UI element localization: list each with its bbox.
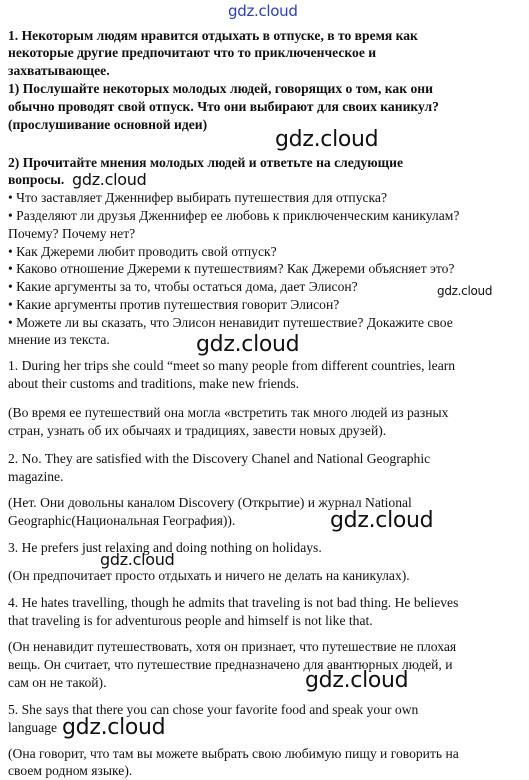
answer-line: 1. During her trips she could “meet so many people from different countries, learn — [8, 358, 456, 373]
question-line: Почему? Почему нет? — [8, 226, 136, 241]
watermark-8: gdz.cloud — [62, 715, 166, 740]
watermark-5: gdz.cloud — [330, 508, 434, 533]
answer-line: Geographic(Национальная География)). — [8, 513, 236, 528]
question-line: • Разделяют ли друзья Дженнифер ее любовь к приключенческим каникулам? — [8, 208, 460, 223]
task1-line-4: 1) Послушайте некоторых молодых людей, говорящих о том, как они — [8, 81, 433, 96]
watermark-top: gdz.cloud — [228, 2, 298, 20]
answer-line: стран, узнать об их обычаях и традициях, завести новых друзей). — [8, 423, 387, 438]
question-line: • Можете ли вы сказать, что Элисон ненавидит путешествие? Докажите свое — [8, 315, 453, 330]
task1-line-5: обычно проводят свой отпуск. Что они выбирают для своих каникул? — [8, 99, 439, 114]
answer-line: magazine. — [8, 469, 64, 484]
question-line: • Какие аргументы против путешествия говорит Элисон? — [8, 297, 340, 312]
watermark-3: gdz.cloud — [437, 284, 493, 298]
answer-line: (Во время ее путешествий она могла «встретить так много людей из разных — [8, 405, 449, 420]
question-line: • Какие аргументы за то, чтобы остаться дома, дает Элисон? — [8, 279, 358, 294]
watermark-4: gdz.cloud — [196, 332, 300, 357]
answer-line: своем родном языке). — [8, 763, 133, 778]
answer-line: 3. He prefers just relaxing and doing nothing on holidays. — [8, 540, 322, 555]
task2-line-2: вопросы. — [8, 172, 65, 187]
answer-line: language — [8, 720, 58, 735]
task2-line-1: 2) Прочитайте мнения молодых людей и ответьте на следующие — [8, 155, 404, 170]
task1-line-3: захватывающее. — [8, 63, 110, 78]
answer-line: вещь. Он считает, что путешествие предназначено для авантюрных людей, и — [8, 657, 453, 672]
answer-line: about their customs and traditions, make new friends. — [8, 376, 300, 391]
answer-line: 4. He hates travelling, though he admits that traveling is not bad thing. He believes — [8, 595, 459, 610]
answer-line: 2. No. They are satisfied with the Discovery Chanel and National Geographic — [8, 451, 431, 466]
answer-line: (Нет. Они довольны каналом Discovery (Открытие) и журнал National — [8, 495, 412, 510]
answer-line: (Он ненавидит путешествовать, хотя он признает, что путешествие не плохая — [8, 639, 457, 654]
watermark-7: gdz.cloud — [305, 668, 409, 693]
question-line: мнение из текста. — [8, 332, 110, 347]
answer-line: 5. She says that there you can chose your favorite food and speak your own — [8, 702, 419, 717]
task1-line-1: 1. Некоторым людям нравится отдыхать в отпуске, в то время как — [8, 28, 418, 43]
question-line: • Что заставляет Дженнифер выбирать путешествия для отпуска? — [8, 190, 387, 205]
watermark-1: gdz.cloud — [275, 127, 379, 152]
task1-line-6: (прослушивание основной идеи) — [8, 117, 208, 132]
watermark-6: gdz.cloud — [100, 550, 175, 569]
watermark-2: gdz.cloud — [72, 170, 147, 189]
task1-line-2: некоторые другие предпочитают что то приключенческое и — [8, 45, 377, 60]
answer-line: сам он не такой). — [8, 675, 107, 690]
answer-line: (Он предпочитает просто отдыхать и ничего не делать на каникулах). — [8, 568, 410, 583]
question-line: • Как Джереми любит проводить свой отпуск? — [8, 244, 277, 259]
question-line: • Каково отношение Джереми к путешествиям? Как Джереми объясняет это? — [8, 261, 455, 276]
answer-line: (Она говорит, что там вы можете выбрать свою любимую пищу и говорить на — [8, 746, 459, 761]
answer-line: that traveling is for adventurous people and himself is not like that. — [8, 613, 373, 628]
